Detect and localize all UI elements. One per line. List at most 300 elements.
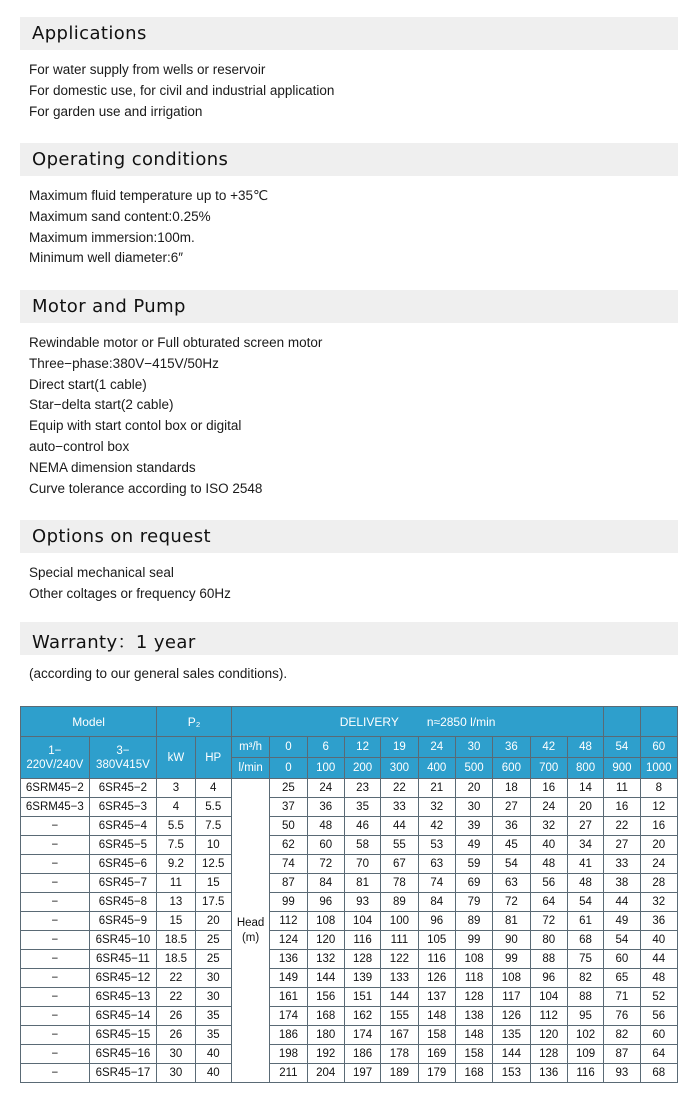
head-value: 56 xyxy=(530,874,567,893)
head-value: 72 xyxy=(530,912,567,931)
head-value: 78 xyxy=(381,874,418,893)
head-value: 48 xyxy=(640,969,677,988)
head-value: 84 xyxy=(307,874,344,893)
head-value: 122 xyxy=(381,950,418,969)
head-value: 75 xyxy=(567,950,603,969)
lmin-label: l/min xyxy=(231,758,269,779)
head-value: 50 xyxy=(270,817,307,836)
power-hp: 40 xyxy=(195,1045,231,1064)
head-value: 109 xyxy=(567,1045,603,1064)
head-value: 189 xyxy=(381,1064,418,1083)
head-value: 169 xyxy=(418,1045,455,1064)
head-value: 128 xyxy=(455,988,492,1007)
single-phase-model: 6SRM45−3 xyxy=(21,798,90,817)
speed-label: n≈2850 l/min xyxy=(426,714,496,729)
head-value: 48 xyxy=(530,855,567,874)
head-value: 70 xyxy=(344,855,380,874)
operating-line: Maximum fluid temperature up to +35℃ xyxy=(29,188,269,203)
table-row xyxy=(21,817,678,836)
head-value: 100 xyxy=(381,912,418,931)
power-kw: 7.5 xyxy=(157,836,195,855)
head-value: 99 xyxy=(270,893,307,912)
single-phase-model: − xyxy=(21,874,90,893)
options-line: Other coltages or frequency 60Hz xyxy=(29,585,231,601)
table-row xyxy=(21,779,678,798)
delivery-header xyxy=(231,707,603,737)
head-value: 54 xyxy=(567,893,603,912)
head-value: 102 xyxy=(567,1026,603,1045)
three-phase-model: 6SR45−17 xyxy=(89,1064,157,1083)
power-hp: 15 xyxy=(195,874,231,893)
lmin-value: 900 xyxy=(604,758,640,779)
head-value: 45 xyxy=(493,836,530,855)
table-row xyxy=(21,1007,678,1026)
head-value: 198 xyxy=(270,1045,307,1064)
kw-header: kW xyxy=(157,737,195,779)
head-value: 74 xyxy=(270,855,307,874)
head-value: 88 xyxy=(530,950,567,969)
head-value: 60 xyxy=(604,950,640,969)
three-phase-model: 6SR45−10 xyxy=(89,931,157,950)
lmin-value: 600 xyxy=(493,758,530,779)
m3h-value: 48 xyxy=(567,737,603,758)
head-value: 81 xyxy=(493,912,530,931)
motor-line: Star−delta start(2 cable) xyxy=(29,397,174,413)
head-value: 87 xyxy=(604,1045,640,1064)
head-value: 71 xyxy=(604,988,640,1007)
operating-line: Maximum immersion:100m. xyxy=(29,229,195,245)
head-value: 138 xyxy=(455,1007,492,1026)
head-value: 68 xyxy=(640,1064,677,1083)
applications-header xyxy=(20,17,678,50)
head-value: 192 xyxy=(307,1045,344,1064)
power-kw: 4 xyxy=(157,798,195,817)
head-value: 116 xyxy=(418,950,455,969)
head-value: 132 xyxy=(307,950,344,969)
three-phase-model: 6SR45−14 xyxy=(89,1007,157,1026)
table-row xyxy=(21,798,678,817)
head-value: 144 xyxy=(493,1045,530,1064)
motor-line: auto−control box xyxy=(29,438,130,454)
table-row xyxy=(21,836,678,855)
m3h-value: 36 xyxy=(493,737,530,758)
head-value: 63 xyxy=(418,855,455,874)
head-value: 178 xyxy=(381,1045,418,1064)
single-phase-model: − xyxy=(21,931,90,950)
motor-header xyxy=(20,290,678,323)
head-value: 211 xyxy=(270,1064,307,1083)
power-hp: 4 xyxy=(195,779,231,798)
motor-line: Equip with start contol box or digital xyxy=(29,418,242,434)
three-phase-model: 6SR45−9 xyxy=(89,912,157,931)
head-value: 32 xyxy=(418,798,455,817)
head-value: 36 xyxy=(640,912,677,931)
head-value: 52 xyxy=(640,988,677,1007)
head-value: 58 xyxy=(344,836,380,855)
three-phase-model: 6SR45−12 xyxy=(89,969,157,988)
table-subheader-row xyxy=(21,737,678,758)
three-phase-model: 6SR45−15 xyxy=(89,1026,157,1045)
motor-line: Three−phase:380V−415V/50Hz xyxy=(29,355,219,371)
head-value: 126 xyxy=(493,1007,530,1026)
power-kw: 11 xyxy=(157,874,195,893)
table-row xyxy=(21,874,678,893)
power-hp: 7.5 xyxy=(195,817,231,836)
m3h-value: 12 xyxy=(344,737,380,758)
head-value: 139 xyxy=(344,969,380,988)
head-value: 22 xyxy=(381,779,418,798)
head-value: 204 xyxy=(307,1064,344,1083)
lmin-value: 700 xyxy=(530,758,567,779)
single-phase-model: − xyxy=(21,1045,90,1064)
power-kw: 22 xyxy=(157,988,195,1007)
head-value: 8 xyxy=(640,779,677,798)
head-value: 89 xyxy=(381,893,418,912)
head-value: 116 xyxy=(567,1064,603,1083)
single-phase-model: 6SRM45−2 xyxy=(21,779,90,798)
head-value: 74 xyxy=(418,874,455,893)
three-phase-model: 6SR45−8 xyxy=(89,893,157,912)
head-value: 162 xyxy=(344,1007,380,1026)
head-value: 40 xyxy=(640,931,677,950)
table-header-row xyxy=(21,707,678,737)
motor-title: Motor and Pump xyxy=(32,296,186,317)
warranty-body xyxy=(29,664,287,685)
head-value: 168 xyxy=(455,1064,492,1083)
delivery-header-blank xyxy=(604,707,640,737)
head-value: 167 xyxy=(381,1026,418,1045)
power-kw: 22 xyxy=(157,969,195,988)
applications-line: For water supply from wells or reservoir xyxy=(29,62,266,77)
head-value: 39 xyxy=(455,817,492,836)
single-phase-model: − xyxy=(21,969,90,988)
options-body xyxy=(29,563,231,605)
head-value: 186 xyxy=(344,1045,380,1064)
head-value: 179 xyxy=(418,1064,455,1083)
m3h-label: m³/h xyxy=(231,737,269,758)
head-value: 174 xyxy=(344,1026,380,1045)
power-hp: 20 xyxy=(195,912,231,931)
applications-line: For garden use and irrigation xyxy=(29,103,203,119)
single-phase-model: − xyxy=(21,1007,90,1026)
head-value: 136 xyxy=(270,950,307,969)
head-value: 16 xyxy=(530,779,567,798)
single-phase-header: 1− 220V/240V xyxy=(21,737,90,779)
head-value: 84 xyxy=(418,893,455,912)
single-phase-model: − xyxy=(21,1026,90,1045)
three-phase-model: 6SR45−2 xyxy=(89,779,157,798)
three-phase-model: 6SR45−5 xyxy=(89,836,157,855)
head-value: 65 xyxy=(604,969,640,988)
power-hp: 35 xyxy=(195,1026,231,1045)
head-value: 161 xyxy=(270,988,307,1007)
head-value: 61 xyxy=(567,912,603,931)
head-value: 72 xyxy=(493,893,530,912)
power-hp: 30 xyxy=(195,988,231,1007)
motor-line: Curve tolerance according to ISO 2548 xyxy=(29,480,263,496)
head-value: 96 xyxy=(418,912,455,931)
power-kw: 13 xyxy=(157,893,195,912)
head-value: 24 xyxy=(640,855,677,874)
options-header xyxy=(20,520,678,553)
head-value: 156 xyxy=(307,988,344,1007)
table-row xyxy=(21,969,678,988)
single-phase-model: − xyxy=(21,912,90,931)
head-value: 124 xyxy=(270,931,307,950)
head-value: 54 xyxy=(604,931,640,950)
head-value: 63 xyxy=(493,874,530,893)
head-value: 96 xyxy=(307,893,344,912)
power-header: P₂ xyxy=(157,707,232,737)
head-value: 33 xyxy=(381,798,418,817)
head-value: 27 xyxy=(604,836,640,855)
power-kw: 18.5 xyxy=(157,931,195,950)
head-value: 81 xyxy=(344,874,380,893)
head-value: 49 xyxy=(604,912,640,931)
head-value: 37 xyxy=(270,798,307,817)
pump-spec-table xyxy=(20,706,678,1083)
head-value: 41 xyxy=(567,855,603,874)
head-value: 55 xyxy=(381,836,418,855)
head-value: 88 xyxy=(567,988,603,1007)
head-value: 87 xyxy=(270,874,307,893)
power-kw: 15 xyxy=(157,912,195,931)
head-value: 111 xyxy=(381,931,418,950)
head-value: 144 xyxy=(381,988,418,1007)
operating-title: Operating conditions xyxy=(32,149,229,170)
motor-line: Direct start(1 cable) xyxy=(29,376,147,392)
head-value: 180 xyxy=(307,1026,344,1045)
operating-line: Maximum sand content:0.25% xyxy=(29,208,211,224)
head-value: 120 xyxy=(530,1026,567,1045)
m3h-value: 6 xyxy=(307,737,344,758)
table-row xyxy=(21,931,678,950)
head-value: 48 xyxy=(307,817,344,836)
head-value: 186 xyxy=(270,1026,307,1045)
lmin-value: 400 xyxy=(418,758,455,779)
head-value: 20 xyxy=(640,836,677,855)
head-value: 168 xyxy=(307,1007,344,1026)
head-value: 56 xyxy=(640,1007,677,1026)
single-phase-model: − xyxy=(21,1064,90,1083)
lmin-value: 1000 xyxy=(640,758,677,779)
hp-header: HP xyxy=(195,737,231,779)
options-line: Special mechanical seal xyxy=(29,565,174,580)
head-value: 93 xyxy=(604,1064,640,1083)
applications-body xyxy=(29,60,334,122)
table-row xyxy=(21,1064,678,1083)
head-value: 133 xyxy=(381,969,418,988)
head-value: 90 xyxy=(493,931,530,950)
head-value: 151 xyxy=(344,988,380,1007)
power-hp: 30 xyxy=(195,969,231,988)
head-value: 68 xyxy=(567,931,603,950)
head-value: 22 xyxy=(604,817,640,836)
head-value: 95 xyxy=(567,1007,603,1026)
single-phase-model: − xyxy=(21,988,90,1007)
single-phase-model: − xyxy=(21,817,90,836)
m3h-value: 54 xyxy=(604,737,640,758)
operating-line: Minimum well diameter:6″ xyxy=(29,250,184,266)
delivery-header-blank xyxy=(640,707,677,737)
head-value: 158 xyxy=(418,1026,455,1045)
head-value: 18 xyxy=(493,779,530,798)
head-value: 42 xyxy=(418,817,455,836)
head-value: 25 xyxy=(270,779,307,798)
head-value: 35 xyxy=(344,798,380,817)
head-value: 44 xyxy=(640,950,677,969)
m3h-value: 60 xyxy=(640,737,677,758)
head-value: 197 xyxy=(344,1064,380,1083)
single-phase-model: − xyxy=(21,950,90,969)
lmin-value: 100 xyxy=(307,758,344,779)
head-value: 30 xyxy=(455,798,492,817)
head-value: 49 xyxy=(455,836,492,855)
head-value: 14 xyxy=(567,779,603,798)
head-value: 21 xyxy=(418,779,455,798)
power-hp: 35 xyxy=(195,1007,231,1026)
head-value: 99 xyxy=(493,950,530,969)
head-value: 148 xyxy=(455,1026,492,1045)
applications-title: Applications xyxy=(32,23,147,44)
power-kw: 9.2 xyxy=(157,855,195,874)
power-hp: 25 xyxy=(195,931,231,950)
lmin-value: 800 xyxy=(567,758,603,779)
power-kw: 26 xyxy=(157,1026,195,1045)
head-value: 48 xyxy=(567,874,603,893)
applications-line: For domestic use, for civil and industrial application xyxy=(29,82,335,98)
head-label: Head (m) xyxy=(231,779,269,1083)
lmin-value: 0 xyxy=(270,758,307,779)
head-value: 16 xyxy=(604,798,640,817)
table-row xyxy=(21,1045,678,1064)
head-value: 149 xyxy=(270,969,307,988)
power-kw: 5.5 xyxy=(157,817,195,836)
m3h-value: 42 xyxy=(530,737,567,758)
head-value: 137 xyxy=(418,988,455,1007)
head-value: 158 xyxy=(455,1045,492,1064)
power-hp: 5.5 xyxy=(195,798,231,817)
power-hp: 12.5 xyxy=(195,855,231,874)
head-value: 108 xyxy=(455,950,492,969)
head-value: 64 xyxy=(640,1045,677,1064)
head-value: 148 xyxy=(418,1007,455,1026)
head-value: 12 xyxy=(640,798,677,817)
three-phase-header: 3− 380V415V xyxy=(89,737,157,779)
head-value: 108 xyxy=(493,969,530,988)
motor-line: Rewindable motor or Full obturated screen motor xyxy=(29,335,323,350)
three-phase-model: 6SR45−13 xyxy=(89,988,157,1007)
table-row xyxy=(21,988,678,1007)
head-value: 104 xyxy=(344,912,380,931)
head-value: 99 xyxy=(455,931,492,950)
three-phase-model: 6SR45−3 xyxy=(89,798,157,817)
operating-header xyxy=(20,143,678,176)
head-value: 96 xyxy=(530,969,567,988)
head-value: 126 xyxy=(418,969,455,988)
single-phase-model: − xyxy=(21,836,90,855)
head-value: 44 xyxy=(604,893,640,912)
three-phase-model: 6SR45−16 xyxy=(89,1045,157,1064)
lmin-value: 200 xyxy=(344,758,380,779)
head-value: 79 xyxy=(455,893,492,912)
head-value: 20 xyxy=(567,798,603,817)
power-kw: 26 xyxy=(157,1007,195,1026)
head-value: 108 xyxy=(307,912,344,931)
head-value: 89 xyxy=(455,912,492,931)
table-row xyxy=(21,912,678,931)
m3h-value: 30 xyxy=(455,737,492,758)
head-value: 120 xyxy=(307,931,344,950)
head-value: 32 xyxy=(640,893,677,912)
table-row xyxy=(21,950,678,969)
lmin-value: 300 xyxy=(381,758,418,779)
head-value: 54 xyxy=(493,855,530,874)
head-value: 34 xyxy=(567,836,603,855)
power-kw: 18.5 xyxy=(157,950,195,969)
head-value: 135 xyxy=(493,1026,530,1045)
table-row xyxy=(21,855,678,874)
head-value: 27 xyxy=(493,798,530,817)
head-value: 16 xyxy=(640,817,677,836)
lmin-value: 500 xyxy=(455,758,492,779)
head-value: 69 xyxy=(455,874,492,893)
head-value: 36 xyxy=(493,817,530,836)
head-value: 11 xyxy=(604,779,640,798)
head-value: 24 xyxy=(307,779,344,798)
head-value: 174 xyxy=(270,1007,307,1026)
motor-line: NEMA dimension standards xyxy=(29,459,196,475)
head-value: 105 xyxy=(418,931,455,950)
head-value: 82 xyxy=(567,969,603,988)
head-value: 27 xyxy=(567,817,603,836)
single-phase-model: − xyxy=(21,893,90,912)
head-value: 155 xyxy=(381,1007,418,1026)
head-value: 32 xyxy=(530,817,567,836)
head-value: 153 xyxy=(493,1064,530,1083)
power-kw: 30 xyxy=(157,1045,195,1064)
head-value: 116 xyxy=(344,931,380,950)
head-value: 38 xyxy=(604,874,640,893)
power-kw: 3 xyxy=(157,779,195,798)
head-value: 76 xyxy=(604,1007,640,1026)
m3h-value: 24 xyxy=(418,737,455,758)
head-value: 64 xyxy=(530,893,567,912)
head-value: 24 xyxy=(530,798,567,817)
m3h-value: 0 xyxy=(270,737,307,758)
head-value: 23 xyxy=(344,779,380,798)
warranty-line: (according to our general sales conditions). xyxy=(29,666,288,681)
table-row xyxy=(21,1026,678,1045)
head-value: 44 xyxy=(381,817,418,836)
m3h-value: 19 xyxy=(381,737,418,758)
head-value: 144 xyxy=(307,969,344,988)
head-value: 28 xyxy=(640,874,677,893)
three-phase-model: 6SR45−11 xyxy=(89,950,157,969)
head-value: 36 xyxy=(307,798,344,817)
head-value: 80 xyxy=(530,931,567,950)
head-value: 93 xyxy=(344,893,380,912)
head-value: 112 xyxy=(270,912,307,931)
head-value: 33 xyxy=(604,855,640,874)
three-phase-model: 6SR45−4 xyxy=(89,817,157,836)
warranty-title: Warranty：1 year xyxy=(32,632,196,653)
head-value: 128 xyxy=(530,1045,567,1064)
table-body xyxy=(21,779,678,1083)
single-phase-model: − xyxy=(21,855,90,874)
power-kw: 30 xyxy=(157,1064,195,1083)
head-value: 40 xyxy=(530,836,567,855)
